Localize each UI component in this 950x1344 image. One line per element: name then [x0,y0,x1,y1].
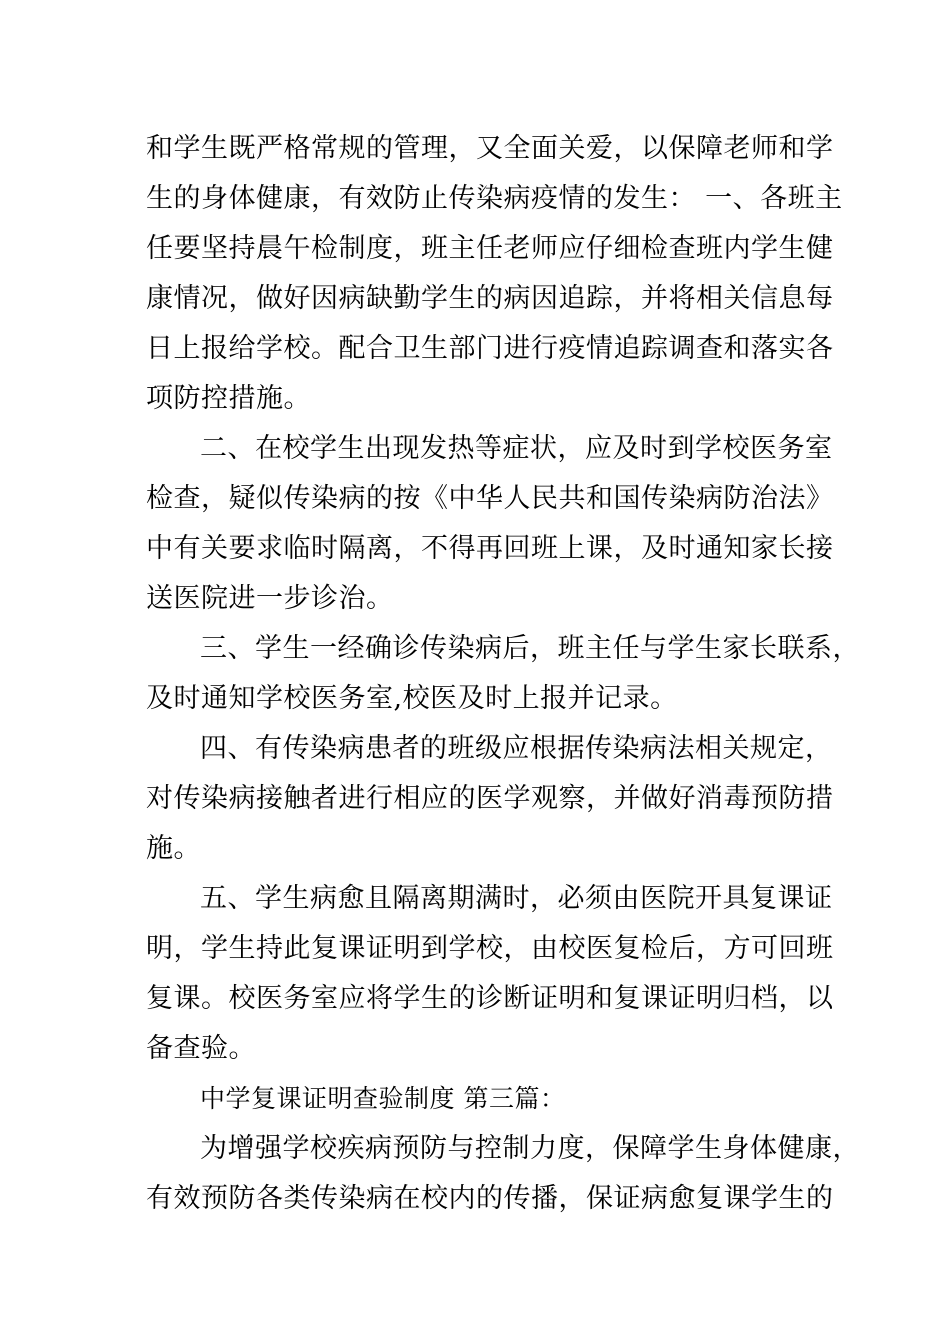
paragraph-6-first-line: 为增强学校疾病预防与控制力度，保障学生身体健康， [200,1133,860,1164]
text-line: 日上报给学校。配合卫生部门进行疫情追踪调查和落实各 [146,333,834,364]
text-line: 施。 [146,833,201,864]
text-line: 检查，疑似传染病的按《中华人民共和国传染病防治法》 [146,483,834,514]
text-line: 复课。校医务室应将学生的诊断证明和复课证明归档，以 [146,983,834,1014]
text-line: 康情况，做好因病缺勤学生的病因追踪，并将相关信息每 [146,283,834,314]
text-line: 中有关要求临时隔离，不得再回班上课，及时通知家长接 [146,533,834,564]
text-line: 送医院进一步诊治。 [146,583,394,614]
paragraph-2-first-line: 二、在校学生出现发热等症状，应及时到学校医务室 [200,433,833,464]
text-line: 项防控措施。 [146,383,311,414]
section-heading: 中学复课证明查验制度 第三篇： [200,1084,566,1113]
text-line: 备查验。 [146,1033,256,1064]
text-line: 对传染病接触者进行相应的医学观察，并做好消毒预防措 [146,783,834,814]
text-line: 明，学生持此复课证明到学校，由校医复检后，方可回班 [146,933,834,964]
text-line: 和学生既严格常规的管理，又全面关爱，以保障老师和学 [146,133,834,164]
text-line: 任要坚持晨午检制度，班主任老师应仔细检查班内学生健 [146,233,834,264]
paragraph-4-first-line: 四、有传染病患者的班级应根据传染病法相关规定， [200,733,833,764]
text-line: 有效预防各类传染病在校内的传播，保证病愈复课学生的 [146,1183,834,1214]
paragraph-3-first-line: 三、学生一经确诊传染病后，班主任与学生家长联系， [200,633,860,664]
text-line: 生的身体健康，有效防止传染病疫情的发生： 一、各班主 [146,183,843,214]
text-line: 及时通知学校医务室,校医及时上报并记录。 [146,683,678,714]
paragraph-5-first-line: 五、学生病愈且隔离期满时，必须由医院开具复课证 [200,883,833,914]
